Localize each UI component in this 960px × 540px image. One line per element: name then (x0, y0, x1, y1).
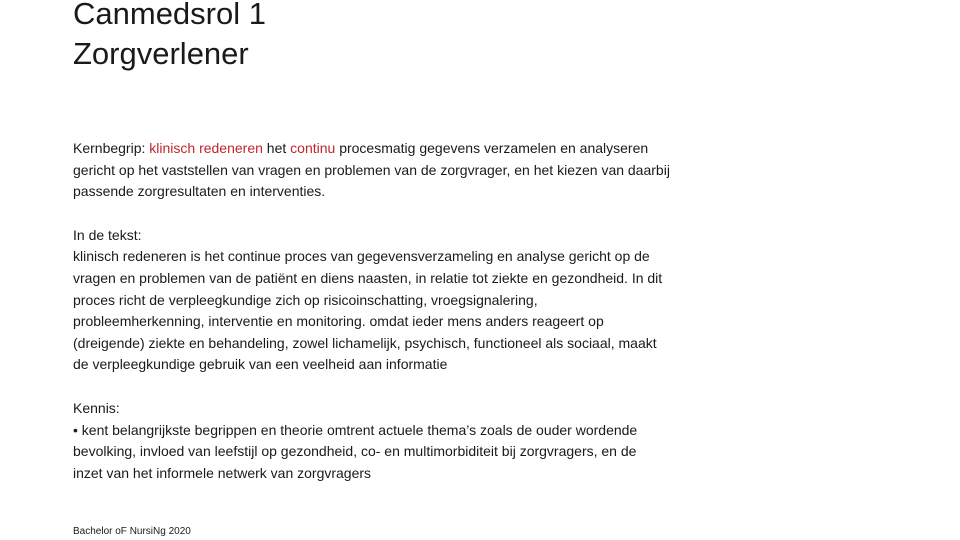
slide-title (73, 0, 893, 74)
slide-body (73, 138, 813, 506)
kennis-line: bevolking, invloed van leefstijl op gezondheid, co- en multimorbiditeit bij zorgvragers, en de (73, 443, 637, 460)
kernbegrip-line-2: gericht op het vaststellen van vragen en problemen van de zorgvrager, en het kiezen van daarbij (73, 161, 670, 178)
in-de-tekst-line: probleemherkenning, interventie en monitoring. omdat ieder mens anders reageert op (73, 313, 604, 330)
term-klinisch-redeneren: klinisch redeneren (149, 140, 263, 156)
kennis-line: inzet van het informele netwerk van zorgvragers (73, 464, 372, 481)
in-de-tekst-line: de verpleegkundige gebruik van een veelheid aan informatie (73, 356, 448, 373)
kernbegrip-prefix: Kernbegrip: (73, 140, 150, 156)
kennis-line: Kennis: (73, 399, 120, 416)
in-de-tekst-line: (dreigende) ziekte en behandeling, zowel lichamelijk, psychisch, functioneel als sociaal, maakt (73, 334, 657, 351)
kernbegrip-mid: het (262, 140, 291, 156)
kennis-line: • kent belangrijkste begrippen en theorie omtrent actuele thema’s zoals de ouder wordende (73, 421, 638, 438)
kennis-paragraph (73, 398, 813, 484)
kernbegrip-line-3: passende zorgresultaten en interventies. (73, 183, 326, 200)
title-line-2: Zorgverlener (73, 36, 249, 71)
term-continu: continu (290, 140, 336, 156)
in-de-tekst-line: In de tekst: (73, 226, 142, 243)
kernbegrip-rest: procesmatig gegevens verzamelen en analyseren (335, 140, 649, 156)
in-de-tekst-paragraph (73, 225, 813, 376)
in-de-tekst-line: klinisch redeneren is het continue proces van gegevensverzameling en analyse gericht op de (73, 248, 650, 265)
kernbegrip-line-1 (73, 138, 813, 160)
kernbegrip-paragraph (73, 138, 813, 203)
slide-footer: Bachelor oF NursiNg 2020 (73, 526, 191, 537)
in-de-tekst-line: vragen en problemen van de patiënt en diens naasten, in relatie tot ziekte en gezondheid. In dit (73, 269, 663, 286)
title-line-1: Canmedsrol 1 (73, 0, 266, 31)
in-de-tekst-line: proces richt de verpleegkundige zich op risicoinschatting, vroegsignalering, (73, 291, 538, 308)
